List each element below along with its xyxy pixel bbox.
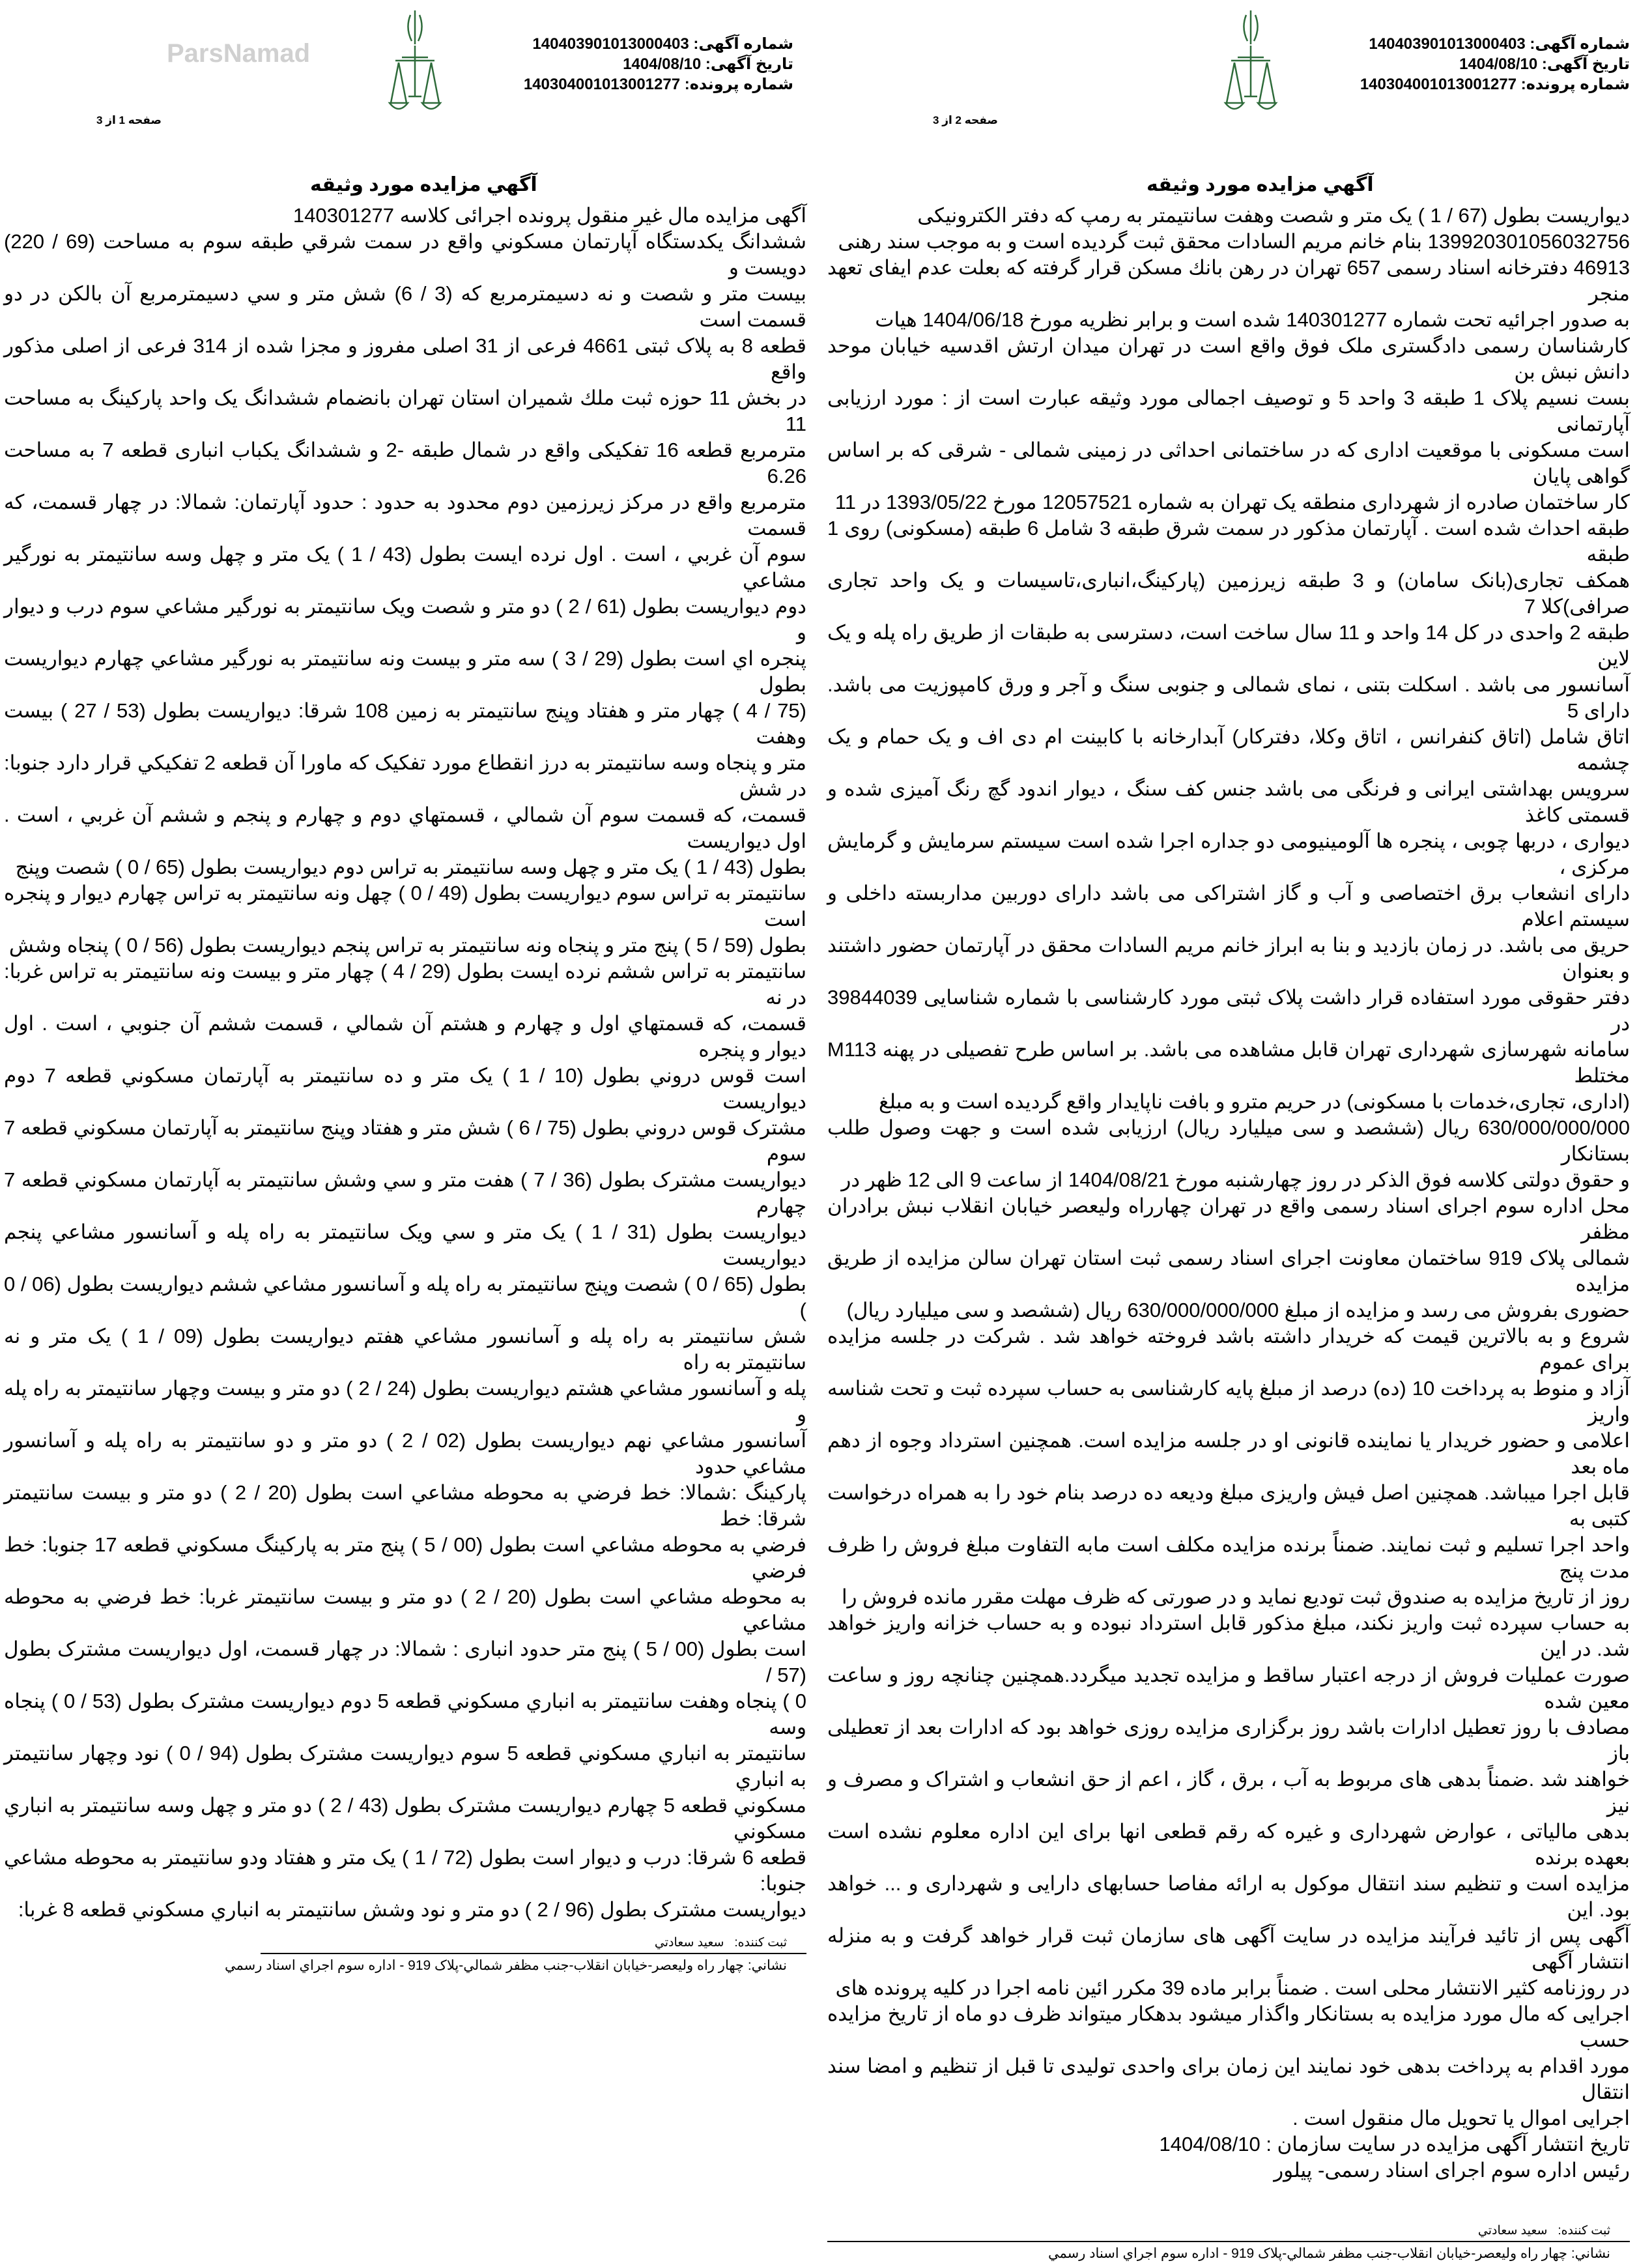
body-text-line: (اداری، تجاری،خدمات با مسکونی) در حریم مترو و بافت ناپایدار واقع گردیده است و به مبلغ	[879, 1090, 1630, 1113]
notice-number-label: شماره آگهی:	[1530, 35, 1630, 53]
body-text-line: 46913 دفترخانه اسناد رسمی 657 تهران در رهن بانك مسکن قرار گرفته که بعلت عدم ایفای تعهد منجر	[827, 256, 1630, 305]
body-text-line: آزاد و منوط به پرداخت 10 (ده) درصد از مبلغ پایه کارشناسی به حساب سپرده ثبت و تحت شناسه واریز	[827, 1377, 1630, 1426]
notice-header	[1360, 34, 1630, 94]
notice-title: آگهي مزايده مورد وثيقه	[310, 174, 537, 195]
notice-number: 140403901013000403	[532, 35, 689, 53]
body-text-line: سانتیمتر به انباري مسکوني قطعه 5 سوم دیواریست مشترک بطول (94 / 0 ) نود وچهار سانتیمتر به انباري	[4, 1742, 806, 1791]
body-text-line: اعلامی و حضور خریدار یا نماینده قانونی او در جلسه مزایده است. همچنین استرداد وجوه از دهم ماه بعد	[827, 1429, 1630, 1478]
footer-address: نشاني: چهار راه ولیعصر-خیابان انقلاب-جنب مظفر شمالي-پلاک 919 - اداره سوم اجراي اسناد رسمي	[224, 1958, 787, 1973]
page-indicator: صفحه 2 از 3	[933, 114, 998, 126]
case-number-label: شماره پرونده:	[684, 76, 793, 93]
body-text-line: حضوری بفروش می رسد و مزایده از مبلغ 630/000/000/000 ریال (ششصد و سی میلیارد ریال)	[846, 1299, 1630, 1321]
body-text-line: تاریخ انتشار آگهی مزایده در سایت سازمان : 1404/08/10	[1159, 2133, 1630, 2155]
body-text-line: سوم آن غربي ، است . اول نرده ایست بطول (43 / 1 ) یک متر و چهل وسه سانتیمتر به نورگیر مشاعي	[4, 543, 806, 592]
body-text-line: بطول (43 / 1 ) یک متر و چهل وسه سانتیمتر به تراس دوم دیواریست بطول (65 / 0 ) شصت وپنج	[15, 856, 806, 878]
notice-title: آگهي مزايده مورد وثيقه	[1146, 174, 1374, 195]
body-text-line: در بخش 11 حوزه ثبت ملك شمیران استان تهران بانضمام ششدانگ یک واحد پارکینگ به مساحت 11	[4, 386, 806, 435]
body-text-line: قسمت، که قسمتهاي اول و چهارم و هشتم آن شمالي ، قسمت ششم آن جنوبي ، است . اول دیوار و پنجره	[4, 1012, 806, 1061]
body-text-line: دیواریست مشترک بطول (36 / 7 ) هفت متر و سي وشش سانتیمتر به آپارتمان مسکوني قطعه 7 چهارم	[4, 1168, 806, 1217]
body-text-line: در روزنامه کثیر الانتشار محلی است . ضمناً برابر ماده 39 مکرر ائین نامه اجرا در کلیه پرونده های	[835, 1976, 1630, 1999]
body-text-line: صورت عملیات فروش از درجه اعتبار ساقط و مزایده تجدید میگردد.همچنین چنانچه روز و ساعت معین شده	[827, 1664, 1630, 1712]
body-text-line: مورد اقدام به پرداخت بدهی خود نمایند این زمان برای واحدی تولیدی تا قبل از تنظیم و امضا سند انتقال	[827, 2054, 1630, 2103]
body-text-line: همکف تجاری(بانک سامان) و 3 طبقه زیرزمین (پارکینگ،انباری،تاسیسات و یک واحد تجاری صرافی)کلا 7	[827, 569, 1630, 618]
body-text-line: آسانسور می باشد . اسکلت بتنی ، نمای شمالی و جنوبی سنگ و آجر و ورق کامپوزیت می باشد. دارای 5	[827, 673, 1630, 722]
notice-number: 140403901013000403	[1369, 35, 1526, 53]
body-text-line: 630/000/000/000 ریال (ششصد و سی میلیارد ریال) ارزیابی شده است و جهت وصول طلب بستانکار	[827, 1116, 1630, 1165]
body-text-line: مترمربع قطعه 16 تفکیکی واقع در شمال طبقه -2 و ششدانگ یکباب انباری قطعه 7 به مساحت 6.26	[4, 439, 806, 487]
body-text-line: دوم دیواریست بطول (61 / 2 ) دو متر و شصت ویک سانتیمتر به نورگیر مشاعي سوم درب و دیوار و	[4, 595, 806, 644]
body-text-line: واحد اجرا تسلیم و ثبت نمایند. ضمناً برنده مزایده مکلف است مابه التفاوت مبلغ فروش را ظرف مدت پنج	[827, 1533, 1630, 1582]
notice-date: 1404/08/10	[1459, 55, 1538, 73]
body-text-line: شروع و به بالاترین قیمت که خریدار داشته باشد فروخته خواهد شد . شرکت در جلسه مزایده برای عموم	[827, 1325, 1630, 1374]
notice-number-label: شماره آگهی:	[693, 35, 793, 53]
body-text-line: پارکینگ :شمالا: خط فرضي به محوطه مشاعي است بطول (20 / 2 ) دو متر و بیست سانتیمتر شرقا: خط	[4, 1481, 806, 1530]
body-text-line: حریق می باشد. در زمان بازدید و بنا به ابراز خانم مریم السادات محقق در آپارتمان حضور داشتند و بعنوان	[827, 934, 1630, 983]
body-text-line: است قوس دروني بطول (10 / 1 ) یک متر و ده سانتیمتر به آپارتمان مسکوني قطعه 7 دوم دیواریست	[4, 1064, 806, 1113]
body-text-line: اتاق شامل (اتاق کنفرانس ، اتاق وکلا، دفترکار) آبدارخانه با کابینت ام دی اف و یک حمام و یک چشمه	[827, 725, 1630, 774]
body-text-line: متر و پنجاه وسه سانتیمتر به درز انقطاع مورد تفکیک که ماورا آن قطعه 2 تفکیکي قرار دارد جنوبا: در شش	[4, 751, 806, 800]
notice-header	[524, 34, 793, 94]
body-text-line: دیواریست بطول (31 / 1 ) یک متر و سي ویک سانتیمتر به راه پله و آسانسور مشاعي پنجم دیواریست	[4, 1220, 806, 1269]
body-text-line: اجرایی اموال یا تحویل مال منقول است .	[1292, 2107, 1630, 2129]
body-text-line: آگهی مزایده مال غیر منقول پرونده اجرائی کلاسه 140301277	[292, 204, 806, 227]
body-text-line: مترمربع واقع در مرکز زیرزمین دوم محدود به حدود : حدود آپارتمان: شمالا: در چهار قسمت، که قسمت	[4, 491, 806, 540]
case-number-label: شماره پرونده:	[1520, 76, 1630, 93]
body-text-line: شش سانتیمتر به راه پله و آسانسور مشاعي هفتم دیواریست بطول (09 / 1 ) یک متر و نه سانتیمتر به راه	[4, 1325, 806, 1374]
footer-divider	[827, 2241, 1630, 2242]
body-text-line: فرضي به محوطه مشاعي است بطول (00 / 5 ) پنج متر به پارکینگ مسکوني قطعه 17 جنوبا: خط فرضي	[4, 1533, 806, 1582]
body-text-line: آسانسور مشاعي نهم دیواریست بطول (02 / 2 ) دو متر و دو سانتیمتر به راه پله و آسانسور مشاعي حدود	[4, 1429, 807, 1478]
body-text-line: سامانه شهرسازی شهرداری تهران قابل مشاهده می باشد. بر اساس طرح تفصیلی در پهنه M113 مختلط	[827, 1038, 1630, 1087]
body-text-line: ششدانگ یکدستگاه آپارتمان مسکوني واقع در سمت شرقي طبقه سوم به مساحت (69 / 220) دویست و	[4, 230, 806, 279]
body-text-line: طبقه 2 واحدی در کل 14 واحد و 11 سال ساخت است، دسترسی به طبقات از طریق راه پله و یک لاین	[827, 621, 1631, 670]
body-text-line: است بطول (00 / 5 ) پنج متر حدود انباری : شمالا: در چهار قسمت، اول دیواریست مشترک بطول (57 /	[4, 1637, 806, 1686]
body-text-line: قسمت، که قسمت سوم آن شمالي ، قسمتهاي دوم و چهارم و پنجم و ششم آن غربي ، است . اول دیواریست	[4, 803, 806, 852]
body-text-line: قطعه 6 شرقا: درب و دیوار است بطول (72 / 1 ) یک متر و هفتاد ودو سانتیمتر به محوطه مشاعي جنوبا:	[4, 1846, 807, 1895]
registrar-name: سعید سعادتي	[1477, 2224, 1548, 2238]
body-text-line: اجرایی که مال مورد مزایده به بستانکار واگذار میشود بدهکار میتواند ظرف دو ماه از تاریخ مزایده حسب	[827, 2002, 1630, 2051]
body-text-line: بطول (65 / 0 ) شصت وپنج سانتیمتر به راه پله و آسانسور مشاعي ششم دیواریست بطول (06 / 0 )	[4, 1273, 806, 1321]
body-text-line: بطول (59 / 5 ) پنج متر و پنجاه ونه سانتیمتر به تراس پنجم دیواریست بطول (56 / 0 ) پنجاه وشش	[8, 934, 806, 957]
body-text-line: به صدور اجرائیه تحت شماره 140301277 شده است و برابر نظریه مورخ 1404/06/18 هیات	[875, 308, 1630, 331]
body-lines	[827, 203, 1630, 2184]
watermark: ParsNamad	[167, 39, 311, 68]
body-text-line: سانتیمتر به تراس ششم نرده ایست بطول (29 / 4 ) چهار متر و بیست ونه سانتیمتر به تراس غربا: در نه	[4, 960, 806, 1009]
body-text-line: پنجره اي است بطول (29 / 3 ) سه متر و بیست ونه سانتیمتر به نورگیر مشاعي چهارم دیواریست بطول	[4, 647, 806, 696]
body-text-line: پله و آسانسور مشاعي هشتم دیواریست بطول (24 / 2 ) دو متر و بیست وچهار سانتیمتر به راه پله و	[4, 1377, 806, 1426]
body-text-line: کارشناسان رسمی دادگستری ملک فوق واقع است در تهران میدان ارتش اقدسیه خیابان موحد دانش نبش بن	[827, 334, 1630, 383]
notice-date: 1404/08/10	[623, 55, 702, 73]
judiciary-emblem-icon	[1208, 5, 1293, 152]
body-text-line: بدهی مالیاتی ، عوارض شهرداری و غیره که رقم قطعی انها برای این اداره معلوم نشده است بعهده برنده	[827, 1820, 1630, 1869]
page-footer	[4, 1935, 806, 1975]
body-text-line: دیواریست بطول (67 / 1 ) یک متر و شصت وهفت سانتیمتر به رمپ که دفتر الکترونیکی	[917, 204, 1630, 227]
case-number: 140304001013001277	[523, 76, 681, 93]
page-indicator: صفحه 1 از 3	[96, 114, 162, 126]
registrar-label: ثبت کننده:	[1558, 2224, 1610, 2238]
body-text-line: کار ساختمان صادره از شهرداری منطقه یک تهران به شماره 12057521 مورخ 1393/05/22 در 11	[834, 491, 1630, 513]
body-text-line: و حقوق دولتی کلاسه فوق الذکر در روز چهارشنبه مورخ 1404/08/21 از ساعت 9 الی 12 ظهر در	[841, 1168, 1630, 1191]
body-text-line: مصادف با روز تعطیل ادارات باشد روز برگزاری مزایده روزی خواهد بود که ادارات بعد از تعطیلی باز	[827, 1716, 1630, 1765]
body-text-line: خواهند شد .ضمناً بدهی های مربوط به آب ، برق ، گاز ، اعم از حق انشعاب و اشتراک و مصرف و نیز	[827, 1768, 1630, 1817]
body-text-line: بست نسیم پلاک 1 طبقه 3 واحد 5 و توصیف اجمالی مورد وثیقه عبارت است از : مورد ارزیابی آپارتمانی	[827, 386, 1631, 435]
body-text-line: بیست متر و شصت و نه دسیمترمربع که (3 / 6) شش متر و سي دسیمترمربع آن بالکن در دو قسمت است	[4, 282, 806, 331]
body-text-line: مسکوني قطعه 5 چهارم دیواریست مشترک بطول (43 / 2 ) دو متر و چهل وسه سانتیمتر به انباري مسکوني	[4, 1794, 806, 1843]
body-text-line: دفتر حقوقی مورد استفاده قرار داشت پلاک ثبتی مورد کارشناسی با شماره شناسایی 39844039 در	[827, 986, 1630, 1035]
body-text-line: رئیس اداره سوم اجرای اسناد رسمی- پیلور	[1274, 2159, 1630, 2182]
registrar-name: سعید سعادتي	[654, 1936, 724, 1950]
body-text-line: آگهی پس از تائید فرآیند مزایده در سایت آگهی های سازمان ثبت قرار خواهد گرفت و به منزله انتشار آگهی	[827, 1924, 1630, 1973]
body-text-line: دیواری ، دربها چوبی ، پنجره ها آلومینیومی دو جداره اجرا شده است سیستم سرمایش و گرمایش مرکزی ،	[827, 829, 1630, 878]
notice-body-page-2	[827, 203, 1630, 2263]
body-text-line: 13992030105603275​6 بنام خانم مریم السادات محقق ثبت گردیده است و به موجب سند رهنی	[838, 230, 1630, 253]
body-text-line: (75 / 4 ) چهار متر و هفتاد وپنج سانتیمتر به زمین 108 شرقا: دیواریست بطول (53 / 27 ) بیست وهفت	[4, 699, 806, 748]
body-text-line: قطعه 8 به پلاک ثبتی 4661 فرعی از 31 اصلی مفروز و مجزا شده از 314 فرعی از اصلی مذکور واقع	[4, 334, 806, 383]
body-text-line: محل اداره سوم اجرای اسناد رسمی واقع در تهران چهارراه ولیعصر خیابان انقلاب نبش برادران مظفر	[827, 1194, 1630, 1243]
notice-date-label: تاریخ آگهی:	[1541, 55, 1630, 73]
notice-body-page-1	[4, 203, 806, 1975]
footer-address: نشاني: چهار راه ولیعصر-خیابان انقلاب-جنب مظفر شمالي-پلاک 919 - اداره سوم اجراي اسناد رسمي	[1047, 2246, 1610, 2261]
body-text-line: طبقه احداث شده است . آپارتمان مذکور در سمت شرق طبقه 3 شامل 6 طبقه (مسکونی) روی 1 طبقه	[827, 517, 1631, 566]
body-text-line: مشترک قوس دروني بطول (75 / 6 ) شش متر و هفتاد وپنج سانتیمتر به آپارتمان مسکوني قطعه 7 سوم	[4, 1116, 806, 1165]
registrar-label: ثبت کننده:	[734, 1936, 787, 1950]
body-text-line: 0 ) پنجاه وهفت سانتیمتر به انباري مسکوني قطعه 5 دوم دیواریست مشترک بطول (53 / 0 ) پنجاه وسه	[4, 1690, 806, 1738]
body-text-line: دارای انشعاب برق اختصاصی و آب و گاز اشتراکی می باشد دارای دوربین مداربسته داخلی و سیستم اعلام	[827, 882, 1630, 930]
notice-date-label: تاریخ آگهی:	[705, 55, 793, 73]
body-text-line: به حساب سپرده ثبت واریز نکند، مبلغ مذکور قابل استرداد نبوده و به حساب خزانه واریز خواهد شد. در این	[827, 1611, 1630, 1660]
body-text-line: روز از تاریخ مزایده به صندوق ثبت تودیع نماید و در صورتی که ظرف مهلت مقرر مانده فروش را	[841, 1585, 1630, 1608]
body-text-line: به محوطه مشاعي است بطول (20 / 2 ) دو متر و بیست سانتیمتر غربا: خط فرضي به محوطه مشاعي	[4, 1585, 806, 1634]
registrar	[827, 2223, 1630, 2240]
judiciary-emblem-icon	[373, 5, 457, 152]
body-text-line: سرویس بهداشتی ایرانی و فرنگی می باشد جنس کف سنگ ، دیوار اندود گچ رنگ آمیزی شده و قسمتی کاغذ	[827, 777, 1630, 826]
body-text-line: شمالی پلاک 919 ساختمان معاونت اجرای اسناد رسمی ثبت استان تهران سالن مزایده از طریق مزایده	[827, 1247, 1630, 1295]
body-text-line: دیواریست مشترک بطول (96 / 2 ) دو متر و نود وشش سانتیمتر به انباري مسکوني قطعه 8 غربا:	[18, 1898, 806, 1921]
body-lines	[4, 203, 806, 1923]
registrar	[4, 1935, 806, 1952]
body-text-line: است مسکونی با موقعیت اداری که در ساختمانی احداثی در زمینی شمالی - شرقی که بر اساس گواهی پایان	[827, 439, 1630, 487]
case-number: 140304001013001277	[1360, 76, 1517, 93]
body-text-line: قابل اجرا میباشد. همچنین اصل فیش واریزی مبلغ ودیعه ده درصد بنام خود را به همراه درخواست کتبی به	[827, 1481, 1630, 1530]
body-text-line: مزایده است و تنظیم سند انتقال موکول به ارائه مفاصا حسابهای دارایی و شهرداری و ... خواهد بود. این	[827, 1872, 1630, 1921]
page-footer	[827, 2223, 1630, 2263]
body-text-line: سانتیمتر به تراس سوم دیواریست بطول (49 / 0 ) چهل ونه سانتیمتر به تراس چهارم دیوار و پنجره است	[4, 882, 806, 930]
footer-divider	[261, 1953, 806, 1954]
